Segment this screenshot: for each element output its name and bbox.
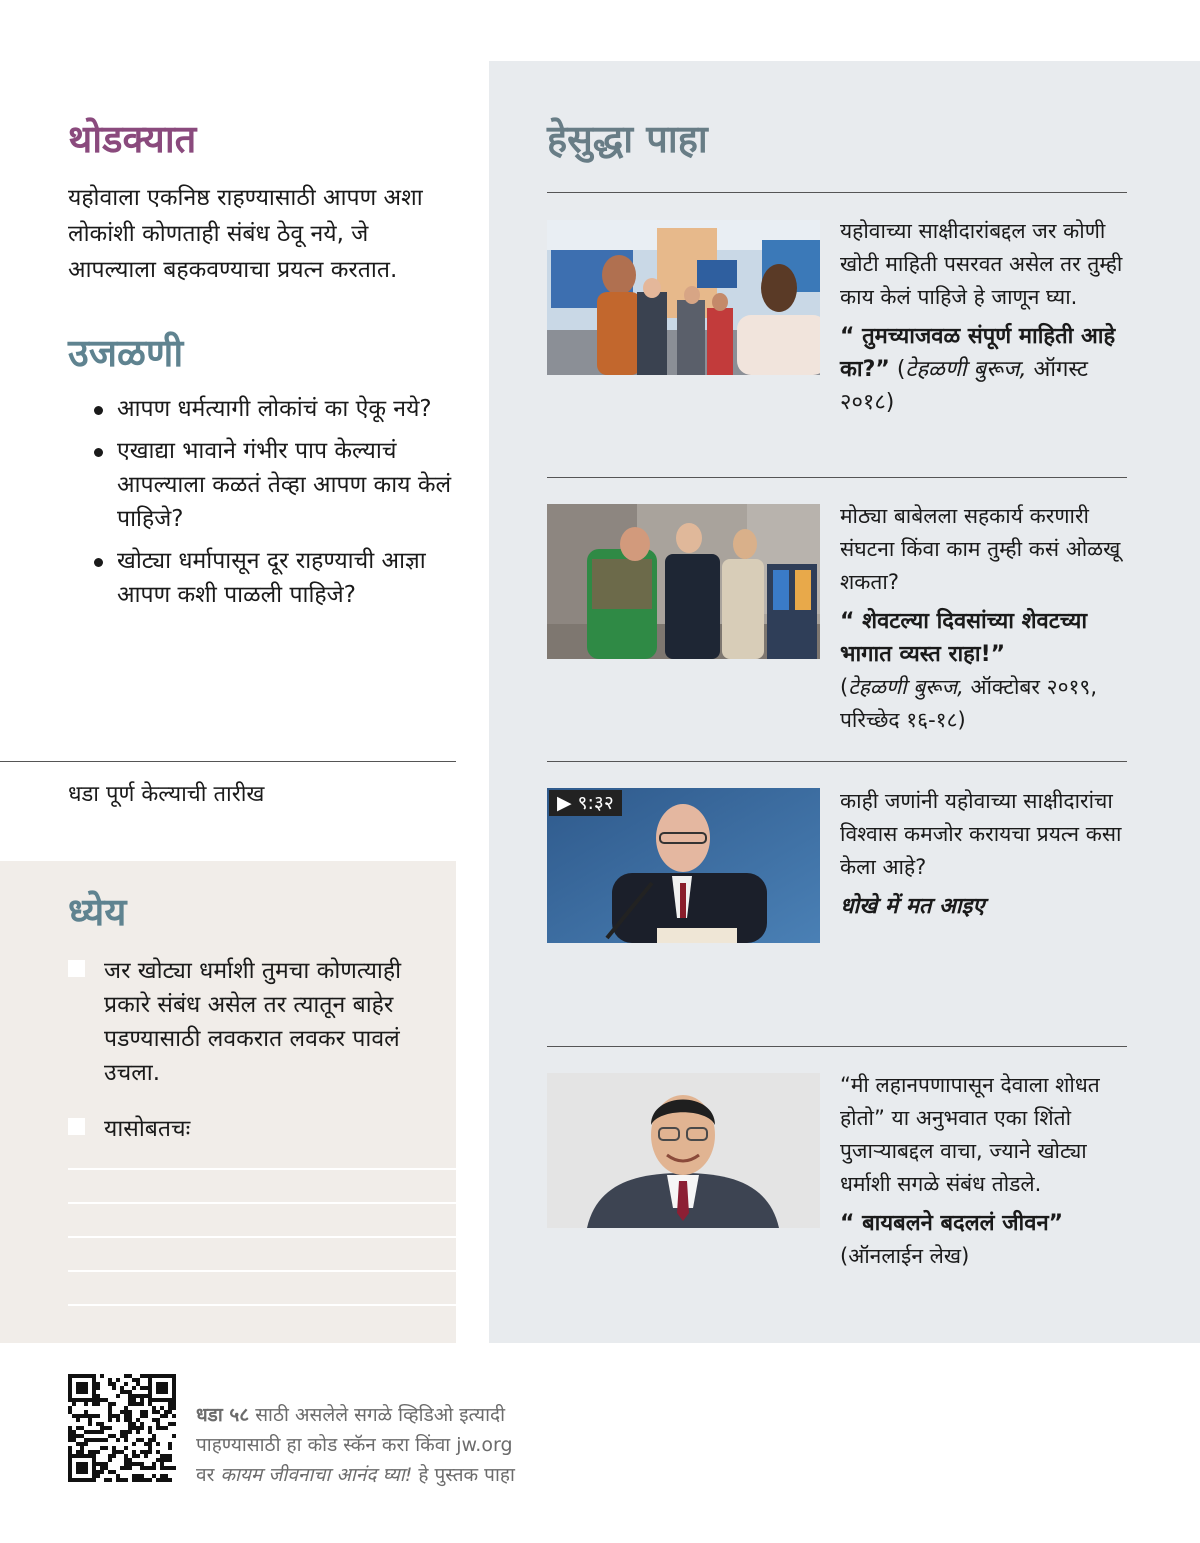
entry-title-text: “ तुमच्याजवळ संपूर्ण माहिती आहे का?” [840, 324, 1116, 382]
source-open: ( [840, 675, 849, 699]
news-crowd-image [547, 220, 820, 375]
review-question: खोट्या धर्मापासून दूर राहण्याची आज्ञा आपण कशी पाळली पाहिजे? [90, 544, 470, 612]
see-also-title: हेसुद्धा पाहा [547, 117, 708, 161]
entry-title[interactable]: “ बायबलने बदललं जीवन” [840, 1211, 1064, 1236]
entry-title[interactable]: धोखे में मत आइए [840, 894, 985, 919]
entry-description: मोठ्या बाबेलला सहकार्य करणारी संघटना किंवा काम तुम्ही कसं ओळखू शकता? [840, 504, 1121, 594]
video-duration-badge: ▶ ९:३२ [549, 790, 622, 816]
reference-entry [840, 1069, 1125, 1273]
review-title: उजळणी [68, 331, 184, 375]
summary-text: यहोवाला एकनिष्ठ राहण्यासाठी आपण अशा लोकांशी कोणताही संबंध ठेवू नये, जे आपल्याला बहकवण्याचा प्रयत्न करतात. [68, 185, 423, 283]
review-question: आपण धर्मत्यागी लोकांचं का ऐकू नये? [90, 392, 470, 426]
divider [547, 192, 1127, 193]
source-italic: टेहळणी बुरूज, [848, 675, 964, 699]
article-thumbnail[interactable] [547, 220, 820, 375]
reference-entry [840, 215, 1125, 419]
goal-item [68, 954, 438, 1090]
footer-text [196, 1400, 616, 1490]
footer-book-title[interactable]: कायम जीवनाचा आनंद घ्या! [220, 1464, 413, 1486]
footer-line2: पाहण्यासाठी हा कोड स्कॅन करा किंवा jw.org [196, 1434, 513, 1456]
entry-title[interactable]: “ शेवटल्या दिवसांच्या शेवटच्या भागात व्यस्त राहा!” [840, 609, 1088, 667]
entry-source [840, 671, 1125, 737]
qr-code-icon [68, 1374, 176, 1482]
article-thumbnail[interactable] [547, 504, 820, 659]
source-open: ( [889, 357, 906, 382]
qr-code[interactable] [68, 1374, 176, 1482]
footer-line3-post: हे पुस्तक पाहा [412, 1464, 515, 1486]
reference-entry [840, 500, 1125, 737]
writing-line[interactable] [68, 1202, 456, 1204]
review-question: एखाद्या भावाने गंभीर पाप केल्याचं आपल्याला कळतं तेव्हा आपण काय केलं पाहिजे? [90, 434, 470, 536]
goal-title: ध्येय [68, 890, 127, 934]
source-italic: टेहळणी बुरूज, [905, 357, 1027, 382]
video-thumbnail[interactable] [547, 788, 820, 943]
entry-title[interactable] [840, 320, 1125, 419]
entry-description: यहोवाच्या साक्षीदारांबद्दल जर कोणी खोटी माहिती पसरवत असेल तर तुम्ही काय केलं पाहिजे हे जाणून घ्या. [840, 219, 1123, 309]
writing-line[interactable] [68, 1270, 456, 1272]
portrait-image [547, 1073, 820, 1228]
entry-description: “मी लहानपणापासून देवाला शोधत होतो” या अनुभवात एका शिंतो पुजाऱ्याबद्दल वाचा, ज्याने खोट्या धर्माशी सगळे संबंध तोडले. [840, 1073, 1100, 1196]
review-list [90, 392, 470, 620]
entry-description: काही जणांनी यहोवाच्या साक्षीदारांचा विश्वास कमजोर करायचा प्रयत्न कसा केला आहे? [840, 789, 1122, 879]
checkbox[interactable] [68, 960, 85, 977]
goal-item-text: जर खोट्या धर्माशी तुमचा कोणत्याही प्रकारे संबंध असेल तर त्यातून बाहेर पडण्यासाठी लवकरात लवकर पावलं उचला. [104, 958, 402, 1086]
writing-line[interactable] [68, 1236, 456, 1238]
completion-date-label: धडा पूर्ण केल्याची तारीख [68, 782, 265, 807]
writing-line[interactable] [68, 1168, 456, 1170]
article-thumbnail[interactable] [547, 1073, 820, 1228]
footer-lesson: धडा ५८ [196, 1404, 250, 1426]
source-rest: ऑगस्ट २०१८) [840, 357, 1089, 415]
divider [547, 477, 1127, 478]
entry-source: (ऑनलाईन लेख) [840, 1244, 970, 1268]
writing-line[interactable] [68, 1304, 456, 1306]
divider [547, 1046, 1127, 1047]
divider [547, 761, 1127, 762]
summary-title: थोडक्यात [68, 117, 197, 161]
street-witnessing-image [547, 504, 820, 659]
source-rest: ऑक्टोबर २०१९, परिच्छेद १६-१८) [840, 675, 1098, 732]
footer-line1: साठी असलेले सगळे व्हिडिओ इत्यादी [249, 1404, 505, 1426]
goal-item [68, 1112, 438, 1146]
checkbox[interactable] [68, 1118, 85, 1135]
footer-line3-pre: वर [196, 1464, 221, 1486]
divider [0, 761, 456, 762]
reference-entry [840, 785, 1125, 923]
goal-item-text: यासोबतचः [104, 1116, 191, 1142]
